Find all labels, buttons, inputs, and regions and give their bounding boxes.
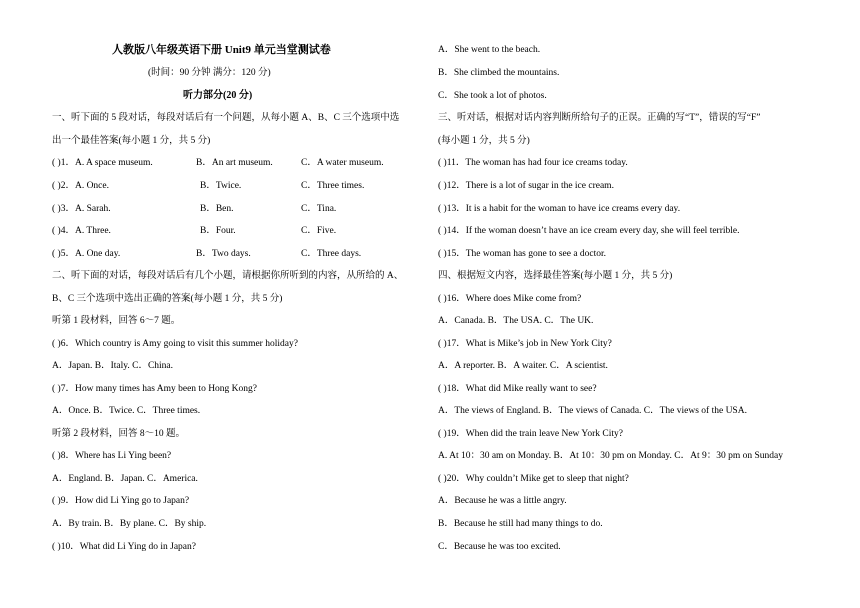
question-13: ( )13．It is a habit for the woman to have ice creams every day.	[438, 204, 681, 214]
question-7: ( )7．How many times has Amy been to Hong Kong?	[52, 384, 258, 394]
question-6-options: A．Japan. B．Italy. C．China.	[52, 361, 174, 371]
question-19-options: A. At 10：30 am on Monday. B．At 10：30 pm on Monday. C．At 9：30 pm on Sunday	[438, 451, 783, 461]
part1-instruction-line1: 一、听下面的 5 段对话，每段对话后有一个问题，从每小题 A、B、C 三个选项中选	[52, 113, 400, 123]
question-3	[52, 203, 111, 215]
question-14: ( )14．If the woman doesn’t have an ice cream every day, she will feel terrible.	[438, 226, 740, 236]
question-12: ( )12．There is a lot of sugar in the ice cream.	[438, 181, 614, 191]
question-18-options: A．The views of England. B．The views of Canada. C．The views of the USA.	[438, 406, 747, 416]
question-18: ( )18．What did Mike really want to see?	[438, 384, 597, 394]
question-5-a: ( )5．A. One day.	[52, 249, 121, 259]
question-20-option-c: C．Because he was too excited.	[438, 542, 561, 552]
question-17: ( )17．What is Mike’s job in New York City?	[438, 339, 612, 349]
question-8: ( )8．Where has Li Ying been?	[52, 451, 172, 461]
question-2-a: ( )2．A. Once.	[52, 181, 109, 191]
question-10: ( )10．What did Li Ying do in Japan?	[52, 542, 196, 552]
question-11: ( )11．The woman has had four ice creams today.	[438, 158, 628, 168]
part3-instruction-line1: 三、听对话，根据对话内容判断所给句子的正误。正确的写“T”，错误的写“F”	[438, 113, 761, 123]
question-8-options: A．England. B．Japan. C．America.	[52, 474, 198, 484]
question-1-a: ( )1．A. A space museum.	[52, 158, 153, 168]
question-20-option-b: B．Because he still had many things to do.	[438, 519, 603, 529]
question-4	[52, 225, 111, 237]
question-16: ( )16．Where does Mike come from?	[438, 294, 582, 304]
question-20: ( )20．Why couldn’t Mike get to sleep that night?	[438, 474, 629, 484]
page-title: 人教版八年级英语下册 Unit9 单元当堂测试卷	[112, 44, 331, 56]
question-3-b: B．Ben.	[200, 204, 234, 214]
question-6: ( )6．Which country is Amy going to visit this summer holiday?	[52, 339, 298, 349]
material-1-heading: 听第 1 段材料，回答 6～7 题。	[52, 316, 181, 326]
time-info: (时间：90 分钟 满分：120 分)	[148, 68, 271, 78]
question-9: ( )9．How did Li Ying go to Japan?	[52, 496, 190, 506]
question-10-option-a: A．She went to the beach.	[438, 45, 541, 55]
question-2	[52, 180, 109, 192]
question-19: ( )19．When did the train leave New York City?	[438, 429, 623, 439]
question-1-b: B．An art museum.	[196, 158, 273, 168]
question-4-a: ( )4．A. Three.	[52, 226, 111, 236]
question-10-option-c: C．She took a lot of photos.	[438, 91, 547, 101]
part2-instruction-line2: B、C 三个选项中选出正确的答案(每小题 1 分，共 5 分)	[52, 294, 283, 304]
question-3-a: ( )3．A. Sarah.	[52, 204, 111, 214]
question-2-b: B．Twice.	[200, 181, 242, 191]
question-5-b: B．Two days.	[196, 249, 251, 259]
listening-heading: 听力部分(20 分)	[183, 90, 253, 101]
question-3-c: C．Tina.	[301, 204, 337, 214]
part4-instruction: 四、根据短文内容，选择最佳答案(每小题 1 分，共 5 分)	[438, 271, 673, 281]
question-5	[52, 248, 120, 260]
question-5-c: C．Three days.	[301, 249, 362, 259]
question-15: ( )15．The woman has gone to see a doctor.	[438, 249, 607, 259]
question-7-options: A．Once. B．Twice. C．Three times.	[52, 406, 201, 416]
part2-instruction-line1: 二、听下面的对话，每段对话后有几个小题，请根据你所听到的内容，从所给的 A、	[52, 271, 404, 281]
question-17-options: A．A reporter. B．A waiter. C．A scientist.	[438, 361, 608, 371]
question-4-c: C．Five.	[301, 226, 337, 236]
question-2-c: C．Three times.	[301, 181, 365, 191]
question-16-options: A．Canada. B．The USA. C．The UK.	[438, 316, 594, 326]
question-1	[52, 157, 153, 169]
question-20-option-a: A．Because he was a little angry.	[438, 496, 567, 506]
question-9-options: A．By train. B．By plane. C．By ship.	[52, 519, 207, 529]
question-4-b: B．Four.	[200, 226, 236, 236]
part3-instruction-line2: (每小题 1 分，共 5 分)	[438, 136, 530, 146]
part1-instruction-line2: 出一个最佳答案(每小题 1 分，共 5 分)	[52, 136, 211, 146]
question-1-c: C．A water museum.	[301, 158, 384, 168]
question-10-option-b: B．She climbed the mountains.	[438, 68, 560, 78]
material-2-heading: 听第 2 段材料，回答 8～10 题。	[52, 429, 186, 439]
